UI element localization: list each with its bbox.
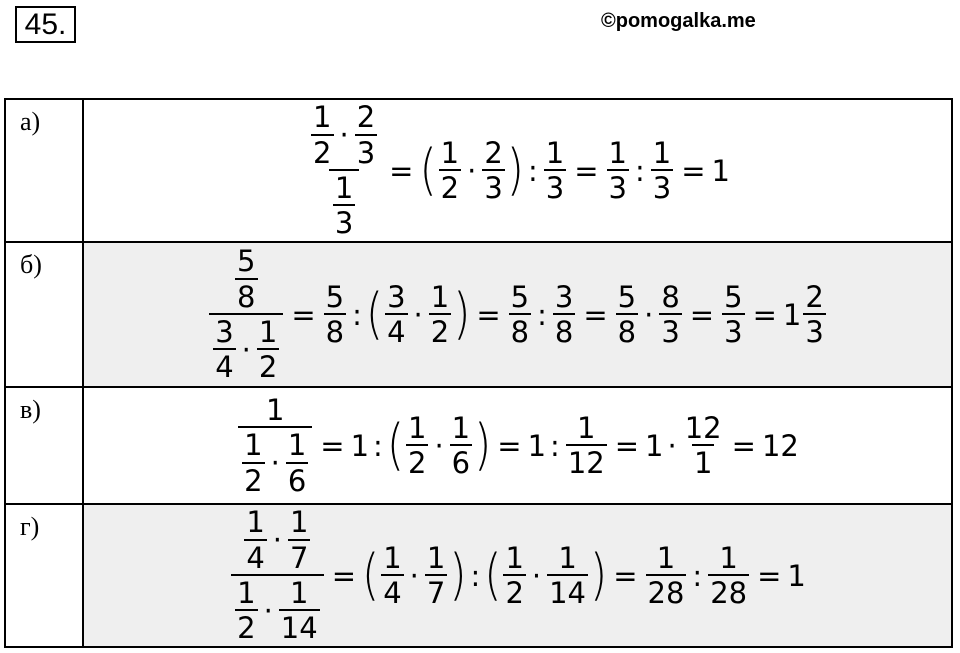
equation-a: $\frac{1}{2}$ · $\frac{2}{3}$ $\frac{1}{3}$ = ( $\frac{1}{2}$ · $\frac{2}{3}$ ) : $\frac{1}{3}$ = $\frac{1}{3}$ : $\frac{1}{3}$ = 1 — [83, 99, 952, 242]
equation-v: 1 $\frac{1}{2}$ · $\frac{1}{6}$ = 1 : ( $\frac{1}{2}$ · $\frac{1}{6}$ ) = 1 : $\frac{1}{12}$ = 1 · $\frac{12}{1}$ = 12 — [83, 387, 952, 504]
row-b — [5, 242, 952, 387]
row-g — [5, 504, 952, 647]
solution-table — [4, 98, 953, 648]
row-letter: в) — [5, 387, 83, 504]
equation-g: $\frac{1}{4}$ · $\frac{1}{7}$ $\frac{1}{2}$ · $\frac{1}{14}$ = ( $\frac{1}{4}$ · $\frac{1}{7}$ ) : ( $\frac{1}{2}$ · $\frac{1}{14}$ ) = $\frac{1}{28}$ : $\frac{1}{28}$ = 1 — [83, 504, 952, 647]
watermark: ©pomogalka.me — [601, 10, 756, 32]
equation-b: $\frac{5}{8}$ $\frac{3}{4}$ · $\frac{1}{2}$ = $\frac{5}{8}$ : ( $\frac{3}{4}$ · $\frac{1}{2}$ ) = $\frac{5}{8}$ : $\frac{3}{8}$ = $\frac{5}{8}$ · $\frac{8}{3}$ = $\frac{5}{3}$ = 1 $\frac{2}{3}$ — [83, 242, 952, 387]
problem-number: 45. — [15, 6, 76, 43]
row-letter: а) — [5, 99, 83, 242]
row-v — [5, 387, 952, 504]
row-letter: б) — [5, 242, 83, 387]
row-a — [5, 99, 952, 242]
row-letter: г) — [5, 504, 83, 647]
